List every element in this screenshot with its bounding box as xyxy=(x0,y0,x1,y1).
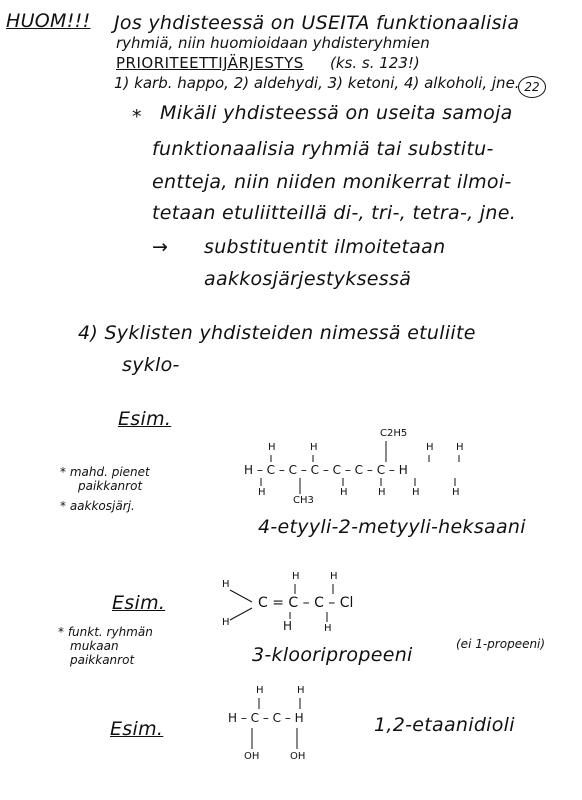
hexane-bottom-h-4: H xyxy=(378,487,386,498)
hexane-top-h-2: H xyxy=(310,442,318,453)
propene-left-h-bottom: H xyxy=(222,617,230,628)
huom-note: HUOM!!! xyxy=(6,10,91,32)
hexane-methyl-group: CH3 xyxy=(293,495,314,506)
propene-main-chain: C = C – C – Cl xyxy=(258,595,354,611)
hexane-top-h-5: H xyxy=(456,442,464,453)
example-2-note-2: mukaan xyxy=(70,639,119,653)
propene-top-h-1: H xyxy=(292,571,300,582)
example-2-label: Esim. xyxy=(112,592,166,614)
note-line-1: Mikäli yhdisteessä on useita samoja xyxy=(160,102,513,124)
arrow-line-1: substituentit ilmoitetaan xyxy=(204,236,446,258)
hexane-top-h-4: H xyxy=(426,442,434,453)
note-bullet: * xyxy=(132,106,142,128)
hexane-main-chain: H – C – C – C – C – C – C – H xyxy=(244,463,408,477)
arrow-line-2: aakkosjärjestyksessä xyxy=(204,268,412,290)
example-1-name: 4-etyyli-2-metyyli-heksaani xyxy=(258,516,526,538)
example-2-name: 3-klooripropeeni xyxy=(252,644,413,666)
example-1-note-3: * aakkosjärj. xyxy=(60,499,135,513)
ethanediol-top-h-1: H xyxy=(256,685,264,696)
page-reference: (ks. s. 123!) xyxy=(330,54,420,72)
header-line-1: Jos yhdisteessä on USEITA funktionaalisia xyxy=(114,12,520,34)
hexane-bottom-h-1: H xyxy=(258,487,266,498)
note-line-3: entteja, niin niiden monikerrat ilmoi- xyxy=(152,171,512,193)
example-3-label: Esim. xyxy=(110,718,164,740)
hexane-bottom-h-5: H xyxy=(412,487,420,498)
example-2-alt-name: (ei 1-propeeni) xyxy=(456,637,546,651)
hexane-bottom-h-6: H xyxy=(452,487,460,498)
example-1-note-1: * mahd. pienet xyxy=(60,465,150,479)
note-line-2: funktionaalisia ryhmiä tai substitu- xyxy=(152,138,494,160)
propene-left-h-top: H xyxy=(222,579,230,590)
section4-line-1: 4) Syklisten yhdisteiden nimessä etuliite xyxy=(78,322,476,344)
priority-list: 1) karb. happo, 2) aldehydi, 3) ketoni, 4) alkoholi, jne. xyxy=(114,74,520,92)
propene-bottom-h-1: H xyxy=(283,619,293,633)
hexane-bottom-h-3: H xyxy=(340,487,348,498)
section4-line-2: syklo- xyxy=(122,354,180,376)
page-number: 22 xyxy=(524,80,540,94)
note-line-4: tetaan etuliitteillä di-, tri-, tetra-, jne. xyxy=(152,202,517,224)
ethanediol-main-chain: H – C – C – H xyxy=(228,711,304,725)
propene-top-h-2: H xyxy=(330,571,338,582)
ethanediol-oh-2: OH xyxy=(290,751,306,762)
hexane-ethyl-group: C2H5 xyxy=(380,428,408,439)
example-3-name: 1,2-etaanidioli xyxy=(374,714,515,736)
hexane-top-h-1: H xyxy=(268,442,276,453)
arrow-icon: → xyxy=(152,236,169,258)
header-line-2: ryhmiä, niin huomioidaan yhdisteryhmien xyxy=(116,34,430,52)
ethanediol-oh-1: OH xyxy=(244,751,260,762)
ethanediol-top-h-2: H xyxy=(297,685,305,696)
example-1-note-2: paikkanrot xyxy=(78,479,143,493)
example-2-note-3: paikkanrot xyxy=(70,653,135,667)
example-1-label: Esim. xyxy=(118,408,172,430)
example-2-note-1: * funkt. ryhmän xyxy=(58,625,153,639)
priority-title: PRIORITEETTIJÄRJESTYS xyxy=(116,54,304,72)
propene-bottom-h-2: H xyxy=(324,623,332,634)
